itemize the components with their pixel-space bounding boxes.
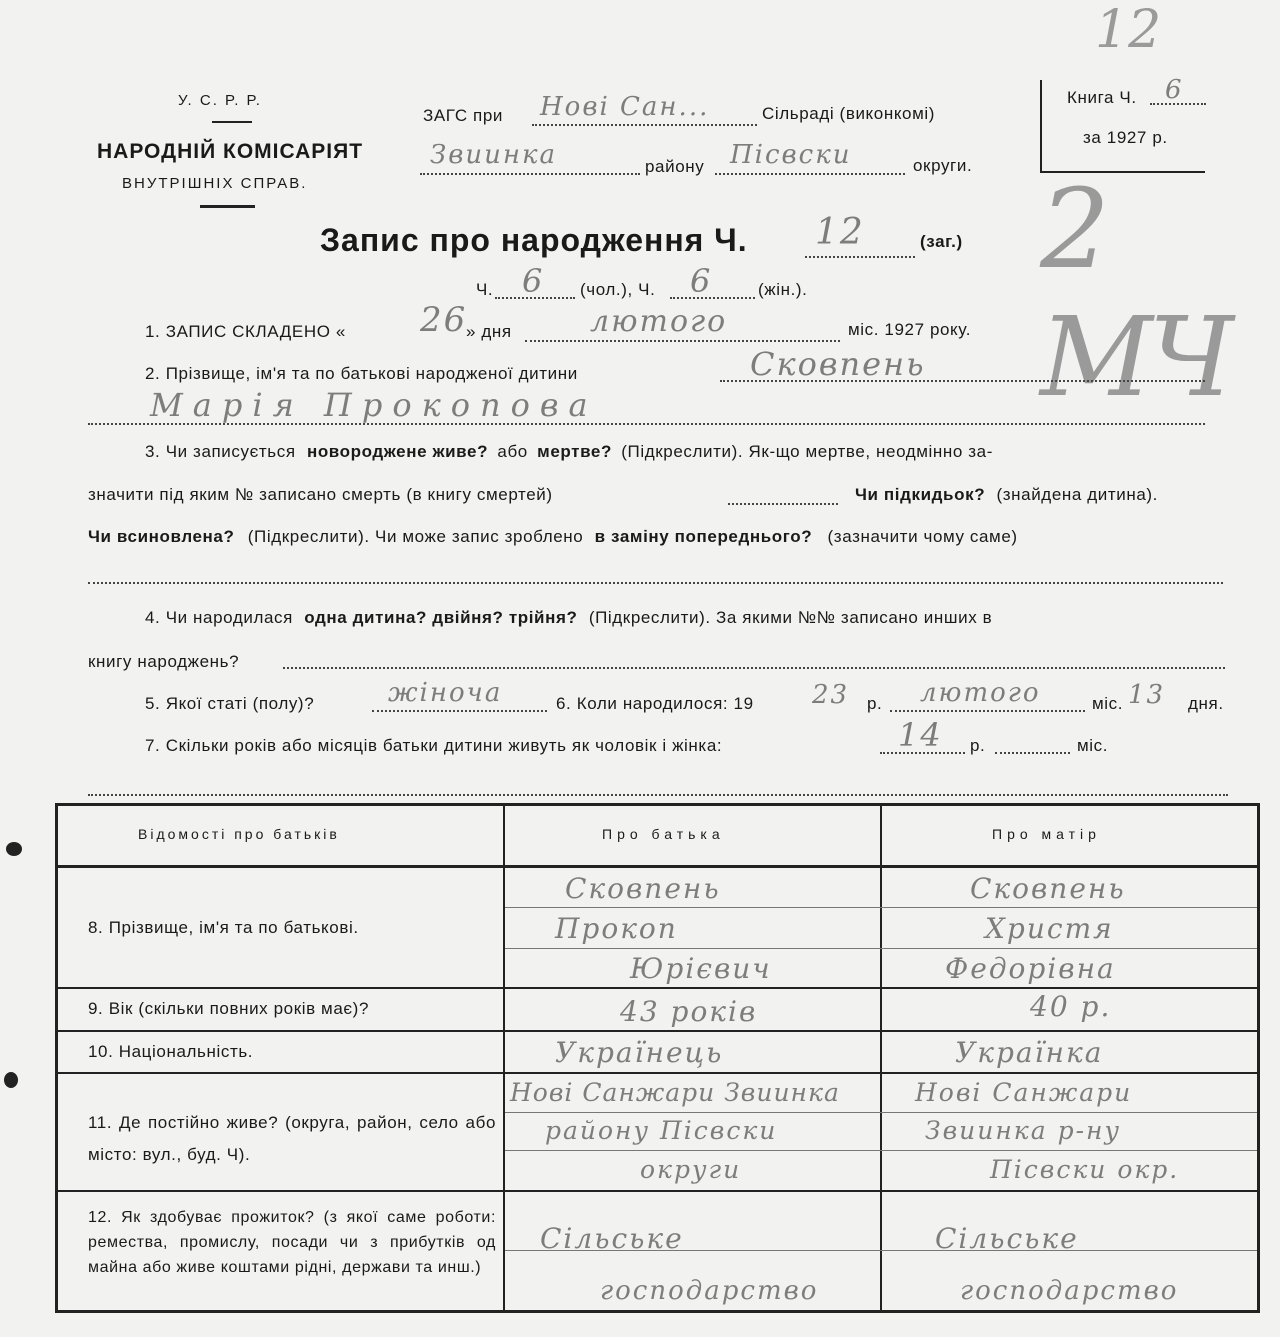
item7-extra-field [88,794,1228,796]
book-label: Книга Ч. [1067,88,1137,107]
row8-father-2: Прокоп [555,912,678,945]
item6-label: 6. Коли народилося: 19 [556,694,754,713]
row12-label: 12. Як здобуває прожиток? (з якої саме роботи: ремества, промислу, посади чи з прибутків од майна або живе коштами рідні, держави та инш.) [88,1209,496,1276]
table-rule-8 [55,987,1260,989]
row9-mother: 40 р. [1030,990,1112,1023]
row12-mother-1: Сільське [935,1222,1079,1255]
table-rule-10 [55,1072,1260,1074]
item6-month-field [890,710,1085,712]
item3-line2 [88,485,553,505]
item3-b3: (знайдена дитина). [996,485,1158,504]
item1-day-hw: 26 [420,300,468,340]
item2-surname-hw: Сковпень [750,345,926,383]
item2-label: 2. Прізвище, ім'я та по батькові народженої дитини [145,364,578,383]
row11-father-1: Нові Санжари Звиинка [510,1078,840,1107]
okrug-field [715,173,905,175]
row8-mother-1: Сковпень [970,872,1126,905]
item6-mis: міс. [1092,694,1124,713]
table-header-info: Відомості про батьків [138,826,340,842]
okrug-label: округи. [913,156,973,175]
item3-or: або [497,442,528,461]
item3-b1: значити під яким № записано смерть (в книгу смертей) [88,485,553,504]
row8-subrule-1 [505,907,1257,908]
book-number-hw: 6 [1165,75,1184,105]
row9-father: 43 років [620,995,758,1028]
item4-a2: одна дитина? двійня? трійня? [304,608,578,627]
table-left [55,803,58,1313]
item3-c4: (зазначити чому саме) [827,527,1018,546]
row8-mother-3: Федорівна [945,952,1116,985]
row11-mother-3: Пісвски окр. [990,1155,1180,1184]
item1-mid: » дня [466,322,512,341]
row11-father-2: району Пісвски [545,1116,778,1145]
okrug-hw: Пісвски [730,140,852,170]
item3-c2: (Підкреслити). Чи може запис зроблено [247,527,584,546]
female-count-field [670,297,755,299]
row12-mother-2: господарство [960,1276,1179,1306]
ch-label: Ч. [476,280,494,299]
table-bottom [55,1310,1260,1313]
item5-label: 5. Якої статі (полу)? [145,694,315,713]
item4-a1: 4. Чи народилася [145,608,293,627]
zags-village-hw: Нові Сан... [540,92,710,122]
item6-r: р. [867,694,883,713]
book-box-left [1040,80,1042,172]
item3-a5: (Підкреслити). Як-що мертве, неодмінно за- [621,442,993,461]
record-title: Запис про народження Ч. [320,222,748,258]
item3-dead: мертве? [537,442,612,461]
table-col1 [503,803,505,1313]
item1-post: міс. 1927 року. [848,320,972,339]
item4-line1 [145,608,992,628]
row8-label: 8. Прізвище, ім'я та по батькові. [88,918,359,937]
item6-day-hw: 13 [1128,680,1166,710]
item1-month-hw: лютого [590,304,728,339]
binder-hole-icon [4,1072,18,1088]
table-top [55,803,1260,806]
total-label: (заг.) [920,232,963,251]
row8-subrule-2 [505,948,1257,949]
internal-affairs-label: ВНУТРІШНІХ СПРАВ. [122,175,308,192]
row8-mother-2: Христя [985,912,1114,945]
district-field [420,173,640,175]
item7-mis: міс. [1077,736,1109,755]
district-label: району [645,157,705,176]
item3-a1: 3. Чи записується [145,442,296,461]
item4-a3: (Підкреслити). За якими №№ записано инших в [588,608,993,627]
ussr-label: У. С. Р. Р. [178,92,262,109]
item3-foundling [855,485,1158,505]
row11-father-3: округи [640,1155,742,1184]
divider [212,121,252,123]
item6-month-hw: лютого [920,678,1041,708]
table-rule-11 [55,1190,1260,1192]
book-year: за 1927 р. [1083,128,1168,147]
row8-father-3: Юрієвич [630,952,772,985]
binder-hole-icon [6,842,22,856]
item3-death-field [728,503,838,505]
commissariat-title: НАРОДНІЙ КОМІСАРІЯТ [97,140,364,163]
item3-reason-field [88,582,1223,584]
table-header-mother: Про матір [992,826,1101,842]
item6-dnya: дня. [1188,694,1224,713]
corner-pencil-note: 12 [1095,0,1162,60]
zags-pre: ЗАГС при [423,106,504,125]
record-number-hw: 12 [815,212,865,253]
row9-label: 9. Вік (скільки повних років має)? [88,999,369,1018]
item2-name-hw: Марія Прокопова [150,386,598,424]
item3-c3: в заміну попереднього? [594,527,813,546]
item3-line1 [145,442,993,462]
row10-father: Українець [555,1036,724,1069]
item3-c1: Чи всиновлена? [88,527,235,546]
row11-subrule-2 [505,1150,1257,1151]
table-rule-9 [55,1030,1260,1032]
table-col2 [880,803,882,1313]
zags-village-field [532,124,757,126]
side-pencil-note: 2 МЧ [1040,165,1230,421]
item6-year-hw: 23 [812,680,850,710]
item4-b1: книгу народжень? [88,652,240,671]
row10-label: 10. Національність. [88,1042,254,1061]
item3-alive: новороджене живе? [306,442,489,461]
female-count-hw: 6 [690,262,713,300]
item7-years-hw: 14 [898,716,943,754]
row11-mother-2: Звиинка р-ну [925,1116,1121,1145]
table-header-rule [55,865,1260,868]
item3-b2: Чи підкидьок? [855,485,986,504]
row11-label: 11. Де постійно живе? (округа, район, село або місто: вул., буд. Ч). [88,1113,496,1164]
table-header-father: Про батька [602,826,725,842]
item5-sex-field [372,710,547,712]
item1-month-field [525,340,840,342]
item1-pre: 1. ЗАПИС СКЛАДЕНО « [145,322,346,341]
row8-father-1: Сковпень [565,872,721,905]
male-count-hw: 6 [522,262,545,300]
item5-sex-hw: жіноча [388,678,503,708]
male-label: (чол.), Ч. [580,280,656,299]
item3-line3 [88,527,1018,547]
record-number-field [805,256,915,258]
female-label: (жін.). [758,280,808,299]
item4-others-field [283,667,1225,669]
row12-father-2: господарство [600,1276,819,1306]
item7-months-field [995,752,1070,754]
row10-mother: Українка [955,1036,1104,1069]
table-right [1257,803,1260,1313]
row11-mother-1: Нові Санжари [915,1078,1133,1107]
district-hw: Звиинка [430,140,557,170]
item7-r: р. [970,736,986,755]
row11-subrule-1 [505,1112,1257,1113]
zags-post: Сільраді (виконкомі) [762,104,936,123]
row12-father-1: Сільське [540,1222,684,1255]
divider [200,205,255,208]
item7-label: 7. Скільки років або місяців батьки дитини живуть як чоловік і жінка: [145,736,723,755]
